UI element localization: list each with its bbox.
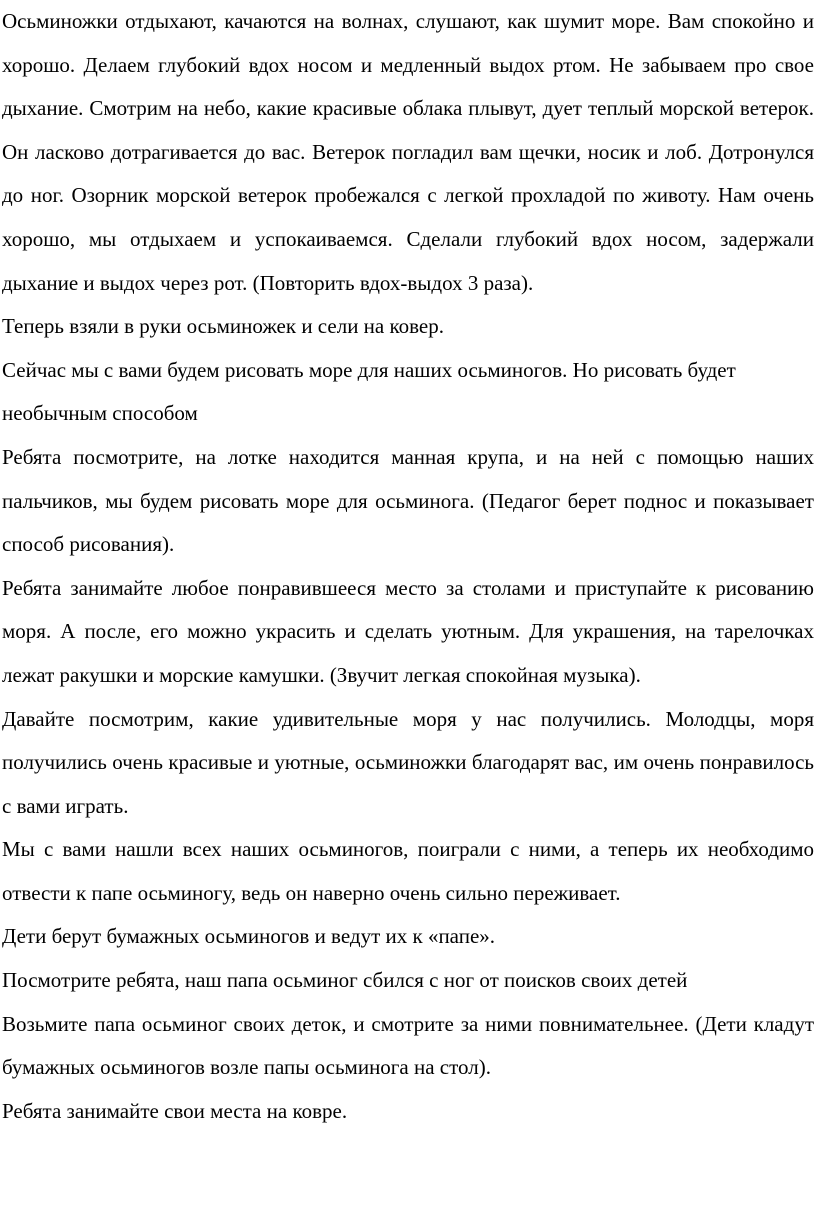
paragraph-review-seas: Давайте посмотрим, какие удивительные моря у нас получились. Молодцы, моря получились очень красивые и уютные, осьминожки благодарят вас, им очень понравилось с вами играть.: [2, 706, 814, 818]
paragraph-take-octopus: Теперь взяли в руки осьминожек и сели на ковер.: [2, 314, 444, 339]
paragraph-relaxation: Осьминожки отдыхают, качаются на волнах, слушают, как шумит море. Вам спокойно и хорошо. Делаем глубокий вдох носом и медленный выдох ртом. Не забываем про свое дыхание. Смотрим на небо, какие красивые облака плывут, дует теплый морской ветерок. Он ласково дотрагивается до вас. Ветерок погладил вам щечки, носик и лоб. Дотронулся до ног. Озорник морской ветерок пробежался с легкой прохладой по животу. Нам очень хорошо, мы отдыхаем и успокаиваемся. Сделали глубокий вдох носом, задержали дыхание и выдох через рот. (Повторить вдох-выдох 3 раза).: [2, 9, 814, 295]
paragraph-dad-octopus: Посмотрите ребята, наш папа осьминог сбился с ног от поисков своих детей: [2, 968, 688, 993]
paragraph-semolina-tray: Ребята посмотрите, на лотке находится манная крупа, и на ней с помощью наших пальчиков, мы будем рисовать море для осьминога. (Педагог берет поднос и показывает способ рисования).: [2, 444, 814, 557]
paragraph-take-care: Возьмите папа осьминог своих деток, и смотрите за ними повнимательнее. (Дети кладут бумажных осьминогов возле папы осьминога на стол).: [2, 1011, 814, 1080]
paragraph-children-carry: Дети берут бумажных осьминогов и ведут их к «папе».: [2, 924, 496, 949]
paragraph-drawing-sea: Ребята занимайте любое понравившееся место за столами и приступайте к рисованию моря. А после, его можно украсить и сделать уютным. Для украшения, на тарелочках лежат ракушки и морские камушки. (Звучит легкая спокойная музыка).: [2, 575, 814, 687]
paragraph-take-seats: Ребята занимайте свои места на ковре.: [2, 1098, 348, 1123]
paragraph-return-to-dad: Мы с вами нашли всех наших осьминогов, поиграли с ними, а теперь их необходимо отвести к папе осьминогу, ведь он наверно очень сильно переживает.: [2, 837, 814, 905]
paragraph-draw-sea-intro: Сейчас мы с вами будем рисовать море для наших осьминогов. Но рисовать будет необычным способом: [2, 357, 736, 426]
